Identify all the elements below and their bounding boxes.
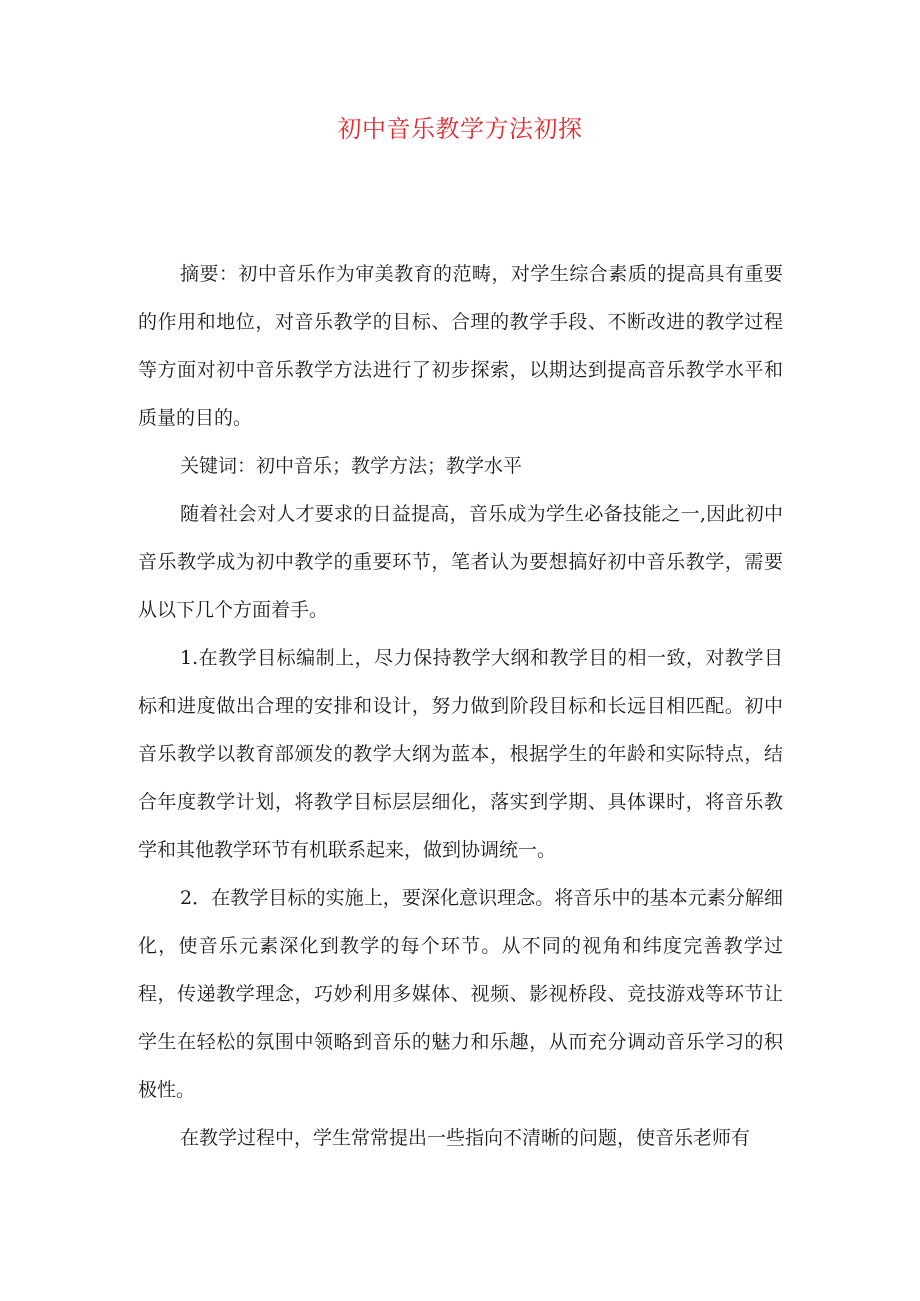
- keywords-paragraph: 关键词：初中音乐；教学方法；教学水平: [180, 455, 523, 477]
- intro-paragraph: 随着社会对人才要求的日益提高，音乐成为学生必备技能之一,因此初中音乐教学成为初中教学的重要环节，笔者认为要想搞好初中音乐教学，需要从以下几个方面着手。: [138, 503, 783, 621]
- point-2-paragraph: 2．在教学目标的实施上，要深化意识理念。将音乐中的基本元素分解细化，使音乐元素深化到教学的每个环节。从不同的视角和纬度完善教学过程，传递教学理念，巧妙利用多媒体、视频、影视桥段、竞技游戏等环节让学生在轻松的氛围中领略到音乐的魅力和乐趣，从而充分调动音乐学习的积极性。: [138, 887, 783, 1101]
- continuation-paragraph: 在教学过程中，学生常常提出一些指向不清晰的问题，使音乐老师有: [180, 1127, 751, 1149]
- document-body: [138, 250, 783, 1162]
- abstract-paragraph: 摘要：初中音乐作为审美教育的范畴，对学生综合素质的提高具有重要的作用和地位，对音乐教学的目标、合理的教学手段、不断改进的教学过程等方面对初中音乐教学方法进行了初步探索，以期达到提高音乐教学水平和质量的目的。: [138, 263, 783, 429]
- document-title: 初中音乐教学方法初探: [337, 115, 583, 143]
- point-1-paragraph: 1.在教学目标编制上，尽力保持教学大纲和教学目的相一致，对教学目标和进度做出合理的安排和设计，努力做到阶段目标和长远目相匹配。初中音乐教学以教育部颁发的教学大纲为蓝本，根据学生的年龄和实际特点，结合年度教学计划，将教学目标层层细化，落实到学期、具体课时，将音乐教学和其他教学环节有机联系起来，做到协调统一。: [138, 647, 783, 861]
